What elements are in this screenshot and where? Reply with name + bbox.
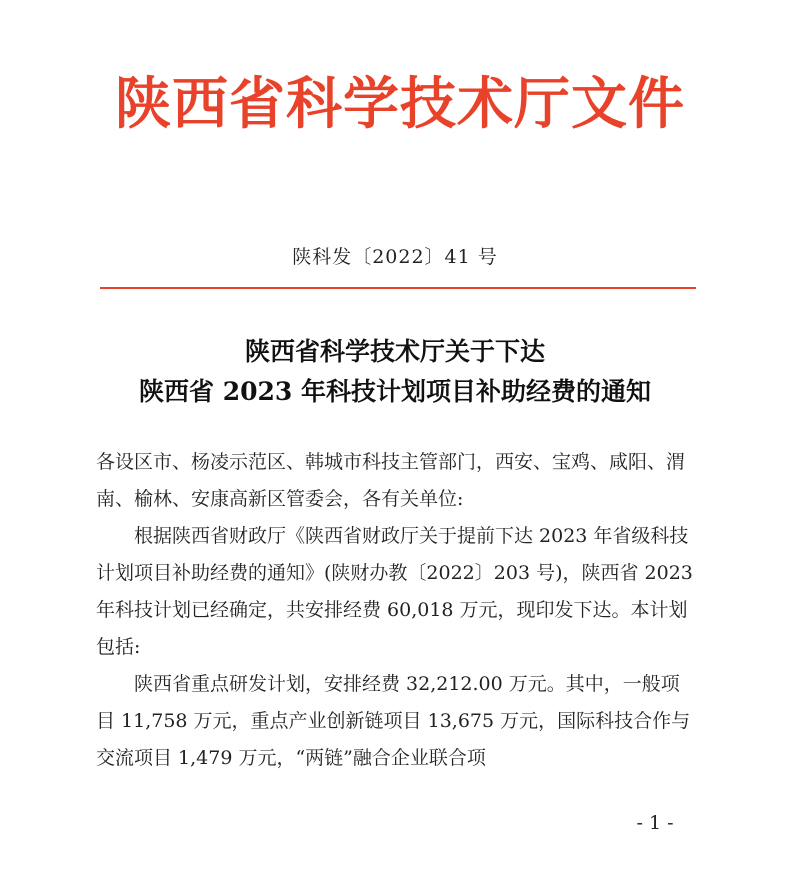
body-paragraph-1: 根据陕西省财政厅《陕西省财政厅关于提前下达 2023 年省级科技计划项目补助经费的通知》(陕财办教〔2022〕203 号)，陕西省 2023 年科技计划已经确定，共安排经费 60,018 万元，现印发下达。本计划包括: — [96, 525, 693, 658]
notice-title-line-2: 陕西省 2023 年科技计划项目补助经费的通知 — [139, 377, 651, 406]
document-number: 陕科发〔2022〕41 号 — [292, 246, 498, 268]
page-number: - 1 - — [636, 812, 674, 834]
document-body — [96, 444, 696, 777]
body-paragraph-2: 陕西省重点研发计划，安排经费 32,212.00 万元。其中，一般项目 11,758 万元，重点产业创新链项目 13,675 万元，国际科技合作与交流项目 1,479 万元，“两链”融合企业联合项 — [96, 673, 691, 769]
notice-title-line-1: 陕西省科学技术厅关于下达 — [244, 337, 545, 366]
red-divider-line — [100, 287, 696, 289]
org-header-title: 陕西省科学技术厅文件 — [115, 71, 685, 137]
addressee-paragraph: 各设区市、杨凌示范区、韩城市科技主管部门，西安、宝鸡、咸阳、渭南、榆林、安康高新区管委会，各有关单位: — [96, 451, 686, 510]
